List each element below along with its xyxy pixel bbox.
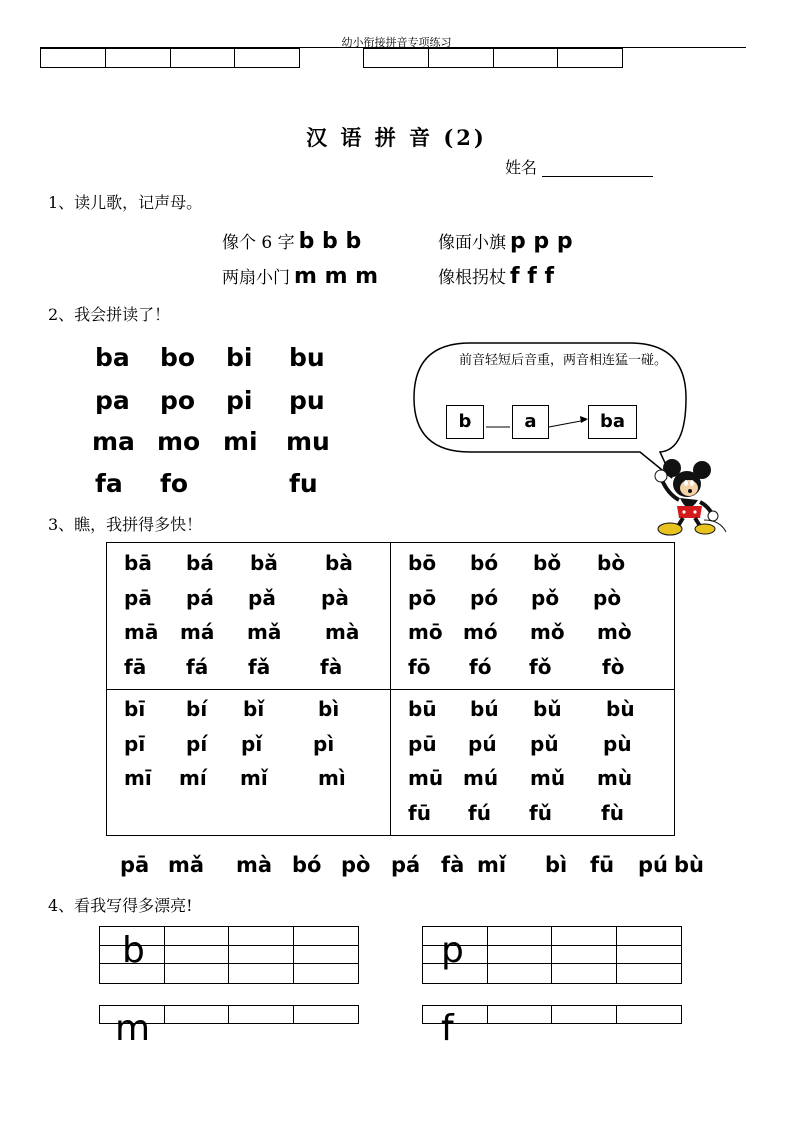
syllable: bi: [226, 343, 253, 372]
tone-syllable: pī: [124, 732, 146, 756]
syllable: mi: [223, 427, 258, 456]
review-syllable: fà: [441, 853, 465, 877]
rhyme-pinyin: p p p: [510, 229, 573, 254]
writing-cell[interactable]: [165, 946, 230, 965]
writing-cell[interactable]: [165, 927, 230, 946]
tone-syllable: mō: [408, 620, 443, 644]
tone-syllable: bì: [318, 697, 340, 721]
review-syllable: mǎ: [168, 853, 205, 877]
writing-cell[interactable]: [488, 964, 553, 983]
question-2-label: 2、我会拼读了！: [48, 305, 171, 324]
model-letter: f: [441, 1008, 454, 1049]
syllable: ma: [92, 427, 135, 456]
tone-syllable: mí: [179, 766, 207, 790]
model-letter: m: [115, 1008, 151, 1049]
tone-syllable: pā: [124, 586, 152, 610]
demo-final-box: a: [512, 405, 549, 439]
tone-syllable: bǒ: [533, 551, 562, 575]
tone-syllable: fō: [408, 655, 431, 679]
tone-syllable: bǎ: [250, 551, 278, 575]
writing-cell[interactable]: [617, 946, 682, 965]
syllable: ba: [95, 343, 130, 372]
tone-syllable: bā: [124, 551, 152, 575]
model-letter: p: [441, 930, 464, 971]
bubble-text: 前音轻短后音重，两音相连猛一碰。: [459, 353, 668, 368]
rhyme-text: 像根拐杖: [438, 268, 506, 288]
rhyme-text: 像面小旗: [438, 233, 506, 253]
question-3-label: 3、瞧，我拼得多快！: [48, 515, 203, 534]
tone-syllable: fò: [602, 655, 625, 679]
page-title: 汉 语 拼 音 (2): [306, 125, 487, 150]
writing-cell[interactable]: [552, 1006, 617, 1023]
tone-syllable: pó: [470, 586, 499, 610]
tone-syllable: fǎ: [248, 655, 271, 679]
tone-syllable: pú: [468, 732, 497, 756]
tone-syllable: pǔ: [530, 732, 559, 756]
tone-syllable: pǒ: [531, 586, 560, 610]
tone-syllable: mò: [597, 620, 632, 644]
tone-syllable: bī: [124, 697, 146, 721]
syllable: pu: [289, 386, 325, 415]
review-syllable: fū: [590, 853, 615, 877]
tone-syllable: fā: [124, 655, 147, 679]
writing-cell[interactable]: [488, 946, 553, 965]
tone-syllable: pō: [408, 586, 437, 610]
question-1-label: 1、读儿歌，记声母。: [48, 193, 203, 212]
syllable: fu: [289, 469, 318, 498]
header-text: 幼小衔接拼音专项练习: [341, 36, 452, 49]
writing-cell[interactable]: [617, 1006, 682, 1023]
tone-syllable: mó: [463, 620, 498, 644]
syllable: pi: [226, 386, 253, 415]
tone-syllable: fà: [320, 655, 343, 679]
writing-cell[interactable]: [165, 964, 230, 983]
syllable: po: [160, 386, 196, 415]
tone-syllable: bō: [408, 551, 437, 575]
writing-cell[interactable]: [294, 927, 359, 946]
writing-cell[interactable]: [423, 1006, 488, 1023]
tone-syllable: mū: [408, 766, 444, 790]
syllable: pa: [95, 386, 130, 415]
tone-syllable: mù: [597, 766, 633, 790]
tone-syllable: pá: [186, 586, 214, 610]
tone-syllable: bǔ: [533, 697, 562, 721]
review-syllable: bù: [674, 853, 704, 877]
tone-syllable: bó: [470, 551, 499, 575]
writing-cell[interactable]: [229, 946, 294, 965]
writing-cell[interactable]: [552, 927, 617, 946]
syllable: bo: [160, 343, 196, 372]
question-4-label: 4、看我写得多漂亮!: [48, 896, 193, 915]
tone-syllable: fù: [601, 801, 624, 825]
tone-syllable: pù: [603, 732, 632, 756]
tone-syllable: bǐ: [243, 697, 265, 721]
tone-syllable: bà: [325, 551, 353, 575]
writing-cell[interactable]: [294, 946, 359, 965]
writing-cell[interactable]: [229, 964, 294, 983]
tone-syllable: mā: [124, 620, 159, 644]
review-syllable: pá: [391, 853, 421, 877]
tone-syllable: mī: [124, 766, 152, 790]
review-syllable: pú: [638, 853, 668, 877]
tone-syllable: fū: [408, 801, 431, 825]
tone-syllable: fú: [468, 801, 491, 825]
syllable: fa: [95, 469, 123, 498]
tone-syllable: má: [180, 620, 215, 644]
writing-cell[interactable]: [229, 927, 294, 946]
writing-cell[interactable]: [552, 964, 617, 983]
tone-syllable: bù: [606, 697, 635, 721]
tone-syllable: fó: [469, 655, 492, 679]
tone-syllable: fǒ: [529, 655, 552, 679]
syllable: bu: [289, 343, 325, 372]
table-divider: [106, 689, 675, 690]
rhyme-text: 像个 6 字: [222, 233, 295, 253]
writing-cell[interactable]: [552, 946, 617, 965]
writing-cell[interactable]: [165, 1006, 230, 1023]
syllable: mo: [157, 427, 201, 456]
writing-cell[interactable]: [294, 1006, 359, 1023]
rhyme-text: 两扇小门: [222, 268, 290, 288]
review-syllable: pò: [341, 853, 371, 877]
review-syllable: bó: [292, 853, 322, 877]
syllable: mu: [286, 427, 330, 456]
writing-cell[interactable]: [294, 964, 359, 983]
rhyme-pinyin: b b b: [298, 229, 362, 254]
tone-syllable: bú: [470, 697, 499, 721]
tone-syllable: mì: [318, 766, 346, 790]
review-syllable: mà: [236, 853, 273, 877]
writing-grid[interactable]: [422, 1005, 682, 1024]
syllable: fo: [160, 469, 189, 498]
model-letter: b: [122, 930, 145, 971]
name-label: 姓名: [505, 158, 538, 177]
rhyme-pinyin: f f f: [510, 264, 555, 289]
review-syllable: pā: [120, 853, 150, 877]
writing-cell[interactable]: [617, 927, 682, 946]
tone-syllable: bò: [597, 551, 626, 575]
tone-syllable: pǎ: [248, 586, 276, 610]
tone-syllable: pà: [321, 586, 349, 610]
writing-cell[interactable]: [229, 1006, 294, 1023]
tone-syllable: mǐ: [240, 766, 268, 790]
rhyme-pinyin: m m m: [294, 264, 379, 289]
review-syllable: bì: [545, 853, 568, 877]
tone-syllable: mǒ: [530, 620, 565, 644]
review-syllable: mǐ: [477, 853, 507, 877]
tone-syllable: bū: [408, 697, 437, 721]
writing-cell[interactable]: [488, 1006, 553, 1023]
tone-syllable: mà: [325, 620, 360, 644]
tone-syllable: pò: [593, 586, 622, 610]
tone-syllable: pì: [313, 732, 335, 756]
tone-syllable: bí: [186, 697, 208, 721]
tone-syllable: mú: [463, 766, 499, 790]
tone-syllable: fǔ: [529, 801, 552, 825]
demo-initial-box: b: [446, 405, 484, 439]
writing-cell[interactable]: [617, 964, 682, 983]
tone-syllable: mǎ: [247, 620, 282, 644]
tone-syllable: fá: [186, 655, 209, 679]
demo-result-box: ba: [588, 405, 637, 439]
tone-syllable: pǐ: [241, 732, 263, 756]
tone-syllable: pí: [186, 732, 208, 756]
writing-cell[interactable]: [488, 927, 553, 946]
tone-syllable: mǔ: [530, 766, 566, 790]
tone-syllable: pū: [408, 732, 437, 756]
mouse-mascot-icon: [650, 458, 730, 536]
tone-syllable: bá: [186, 551, 214, 575]
